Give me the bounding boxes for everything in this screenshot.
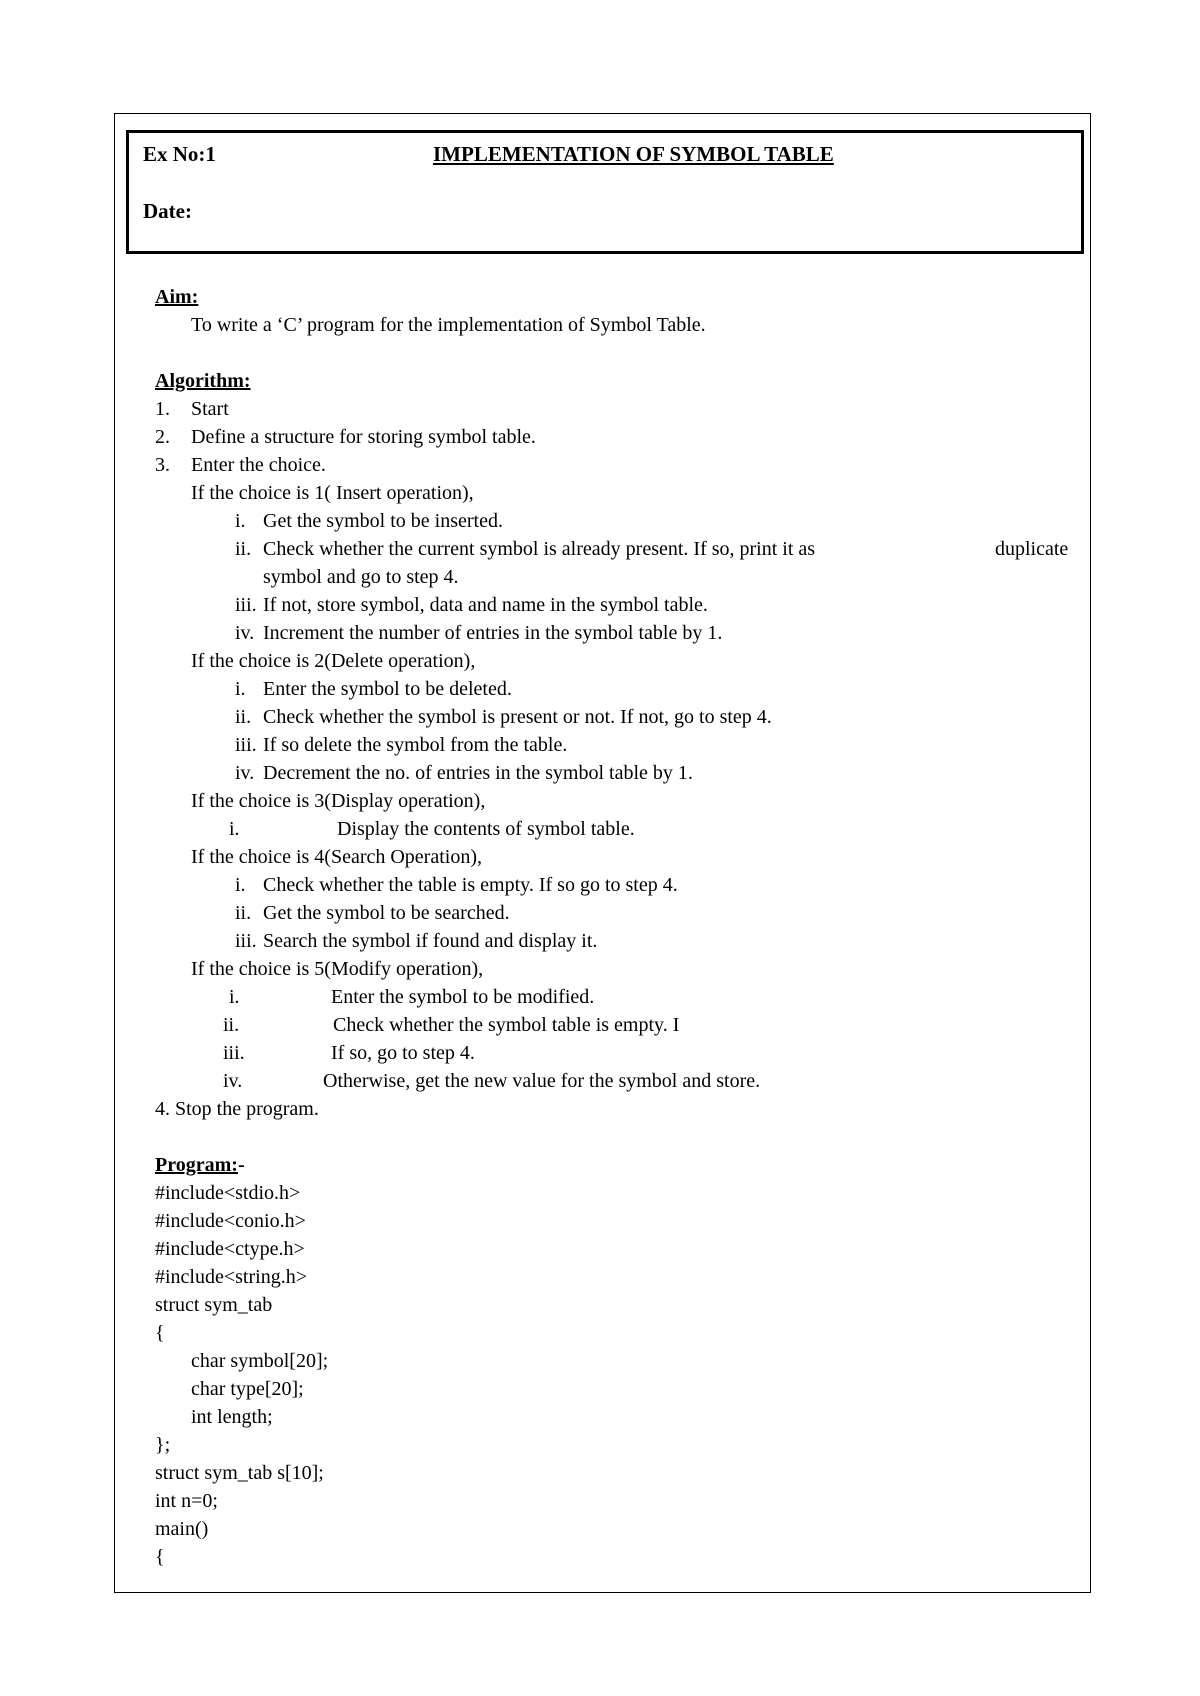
substep	[155, 871, 1091, 899]
substep	[155, 759, 1091, 787]
choice-text: If the choice is 5(Modify operation),	[191, 958, 484, 980]
substep-text: If not, store symbol, data and name in the symbol table.	[263, 594, 708, 616]
substep-text: Search the symbol if found and display it.	[263, 930, 598, 952]
substep-number: iii.	[235, 734, 257, 756]
choice-text: If the choice is 4(Search Operation),	[191, 846, 482, 868]
blank-line	[155, 339, 1091, 367]
substep	[155, 1011, 1091, 1039]
code-line	[155, 1263, 1091, 1291]
code-line	[155, 1459, 1091, 1487]
blank-line	[155, 1123, 1091, 1151]
substep-number: ii.	[235, 902, 252, 924]
substep	[155, 1039, 1091, 1067]
document-title: IMPLEMENTATION OF SYMBOL TABLE	[433, 142, 834, 166]
choice-text: If the choice is 1( Insert operation),	[191, 482, 474, 504]
code-text: int n=0;	[155, 1490, 218, 1512]
algorithm-step	[155, 423, 1091, 451]
substep-number: iv.	[235, 762, 255, 784]
step-number: 2.	[155, 426, 170, 448]
substep-text: Decrement the no. of entries in the symbol table by 1.	[263, 762, 693, 784]
substep	[155, 815, 1091, 843]
substep-text: If so, go to step 4.	[331, 1042, 475, 1064]
algorithm-step	[155, 395, 1091, 423]
algorithm-step	[155, 1095, 1091, 1123]
substep-text: Check whether the symbol is present or not. If not, go to step 4.	[263, 706, 772, 728]
choice-line	[155, 479, 1091, 507]
document-body	[155, 283, 1091, 1571]
code-line	[155, 1319, 1091, 1347]
substep	[155, 983, 1091, 1011]
code-line	[155, 1375, 1091, 1403]
code-line	[155, 1235, 1091, 1263]
choice-line	[155, 787, 1091, 815]
substep-text: Enter the symbol to be deleted.	[263, 678, 512, 700]
code-text: #include<string.h>	[155, 1266, 307, 1288]
substep-number: i.	[235, 874, 246, 896]
choice-text: If the choice is 2(Delete operation),	[191, 650, 476, 672]
algorithm-heading: Algorithm:	[155, 370, 251, 392]
substep-text: symbol and go to step 4.	[263, 566, 459, 588]
substep	[155, 675, 1091, 703]
step-text: Define a structure for storing symbol table.	[191, 426, 536, 448]
step-text: Start	[191, 398, 229, 420]
substep-number: i.	[235, 678, 246, 700]
code-line	[155, 1487, 1091, 1515]
substep-text: Display the contents of symbol table.	[337, 818, 635, 840]
substep-text: Get the symbol to be searched.	[263, 902, 510, 924]
substep-text: Get the symbol to be inserted.	[263, 510, 503, 532]
substep-number: i.	[229, 986, 240, 1008]
substep	[155, 591, 1091, 619]
code-text: #include<stdio.h>	[155, 1182, 301, 1204]
choice-line	[155, 955, 1091, 983]
substep-number: iv.	[223, 1070, 243, 1092]
substep-text: Increment the number of entries in the symbol table by 1.	[263, 622, 723, 644]
substep	[155, 703, 1091, 731]
substep-number: ii.	[235, 538, 252, 560]
substep-text: Check whether the table is empty. If so go to step 4.	[263, 874, 678, 896]
code-text: {	[155, 1546, 165, 1568]
substep-text: Otherwise, get the new value for the symbol and store.	[323, 1070, 761, 1092]
code-text: #include<conio.h>	[155, 1210, 306, 1232]
algorithm-step	[155, 451, 1091, 479]
code-text: struct sym_tab s[10];	[155, 1462, 324, 1484]
substep-text-tail: duplicate	[995, 538, 1069, 560]
code-line	[155, 1515, 1091, 1543]
step-number: 3.	[155, 454, 170, 476]
substep-text: Check whether the current symbol is already present. If so, print it as	[263, 538, 816, 560]
substep	[155, 731, 1091, 759]
substep-number: iii.	[235, 930, 257, 952]
code-text: int length;	[191, 1406, 273, 1428]
substep	[155, 1067, 1091, 1095]
code-line	[155, 1207, 1091, 1235]
substep	[155, 899, 1091, 927]
step-number: 1.	[155, 398, 170, 420]
substep-number: ii.	[223, 1014, 240, 1036]
code-line	[155, 1403, 1091, 1431]
substep	[155, 927, 1091, 955]
substep	[155, 535, 1091, 563]
choice-text: If the choice is 3(Display operation),	[191, 790, 486, 812]
substep	[155, 507, 1091, 535]
step-text: 4. Stop the program.	[155, 1098, 319, 1120]
substep-number: iii.	[223, 1042, 245, 1064]
program-heading-suffix: -	[237, 1154, 245, 1176]
code-line	[155, 1543, 1091, 1571]
substep-number: iii.	[235, 594, 257, 616]
code-line	[155, 1291, 1091, 1319]
code-line	[155, 1179, 1091, 1207]
choice-line	[155, 843, 1091, 871]
substep-number: i.	[235, 510, 246, 532]
code-text: char type[20];	[191, 1378, 304, 1400]
code-text: #include<ctype.h>	[155, 1238, 305, 1260]
algorithm-heading-line	[155, 367, 1091, 395]
code-line	[155, 1347, 1091, 1375]
code-text: char symbol[20];	[191, 1350, 329, 1372]
code-text: {	[155, 1322, 165, 1344]
aim-heading-line	[155, 283, 1091, 311]
program-heading: Program:	[155, 1154, 238, 1176]
code-line	[155, 1431, 1091, 1459]
exercise-number: Ex No:1	[143, 142, 216, 166]
step-text: Enter the choice.	[191, 454, 326, 476]
code-text: };	[155, 1434, 171, 1456]
aim-text-line	[155, 311, 1091, 339]
aim-heading: Aim:	[155, 286, 199, 308]
program-heading-line	[155, 1151, 1091, 1179]
substep-number: iv.	[235, 622, 255, 644]
substep-number: i.	[229, 818, 240, 840]
substep-continuation	[155, 563, 1091, 591]
substep-text: Check whether the symbol table is empty. I	[333, 1014, 680, 1036]
code-text: main()	[155, 1518, 209, 1540]
date-label: Date:	[143, 199, 192, 223]
choice-line	[155, 647, 1091, 675]
substep-text: Enter the symbol to be modified.	[331, 986, 595, 1008]
substep-number: ii.	[235, 706, 252, 728]
substep	[155, 619, 1091, 647]
aim-text: To write a ‘C’ program for the implementation of Symbol Table.	[191, 314, 706, 336]
program-heading-wrap	[155, 1151, 245, 1179]
substep-text: If so delete the symbol from the table.	[263, 734, 568, 756]
code-text: struct sym_tab	[155, 1294, 273, 1316]
